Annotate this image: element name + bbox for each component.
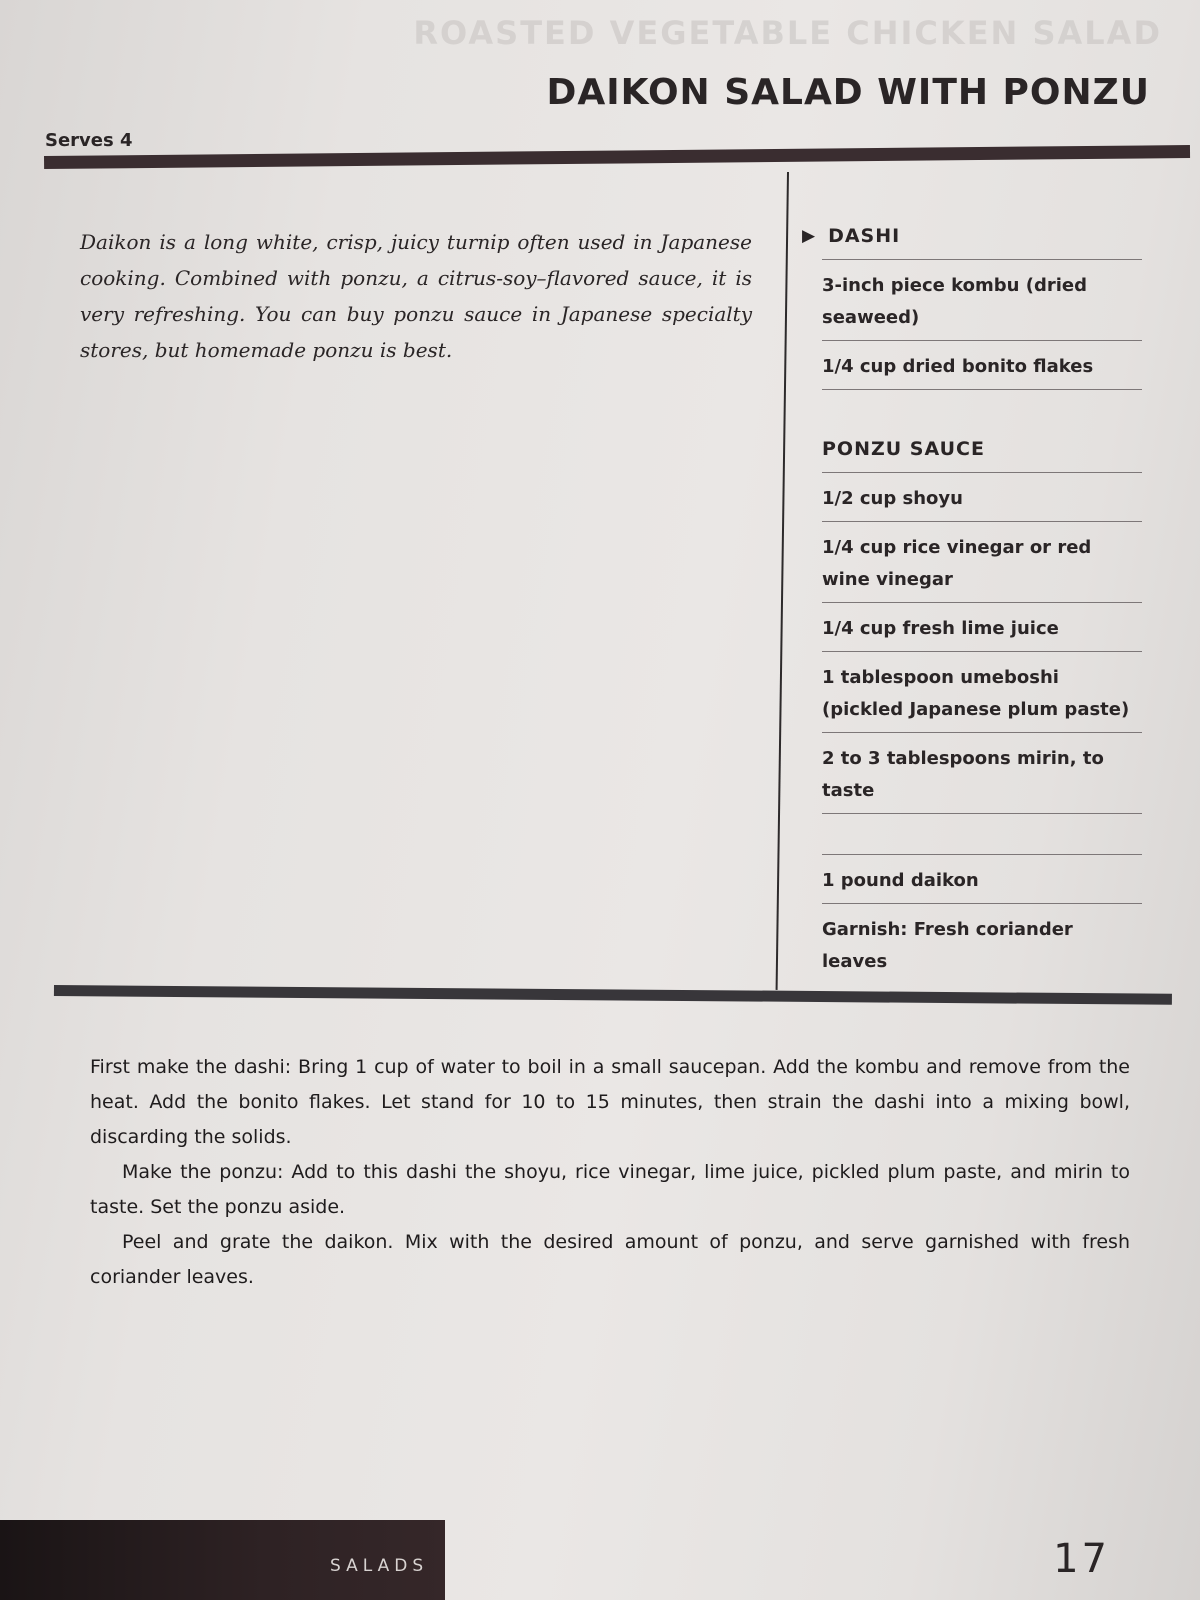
method-step: First make the dashi: Bring 1 cup of water to boil in a small saucepan. Add the kombu and remove from the heat. Add the bonito flakes. Let stand for 10 to 15 minutes, then strain the dashi into a mixing bowl, discarding the solids.	[90, 1056, 1130, 1148]
method-step: Make the ponzu: Add to this dashi the shoyu, rice vinegar, lime juice, pickled plum paste, and mirin to taste. Set the ponzu aside.	[90, 1161, 1130, 1218]
dashi-heading-label: DASHI	[828, 225, 901, 247]
column-divider	[776, 172, 789, 990]
ponzu-heading-label: PONZU SAUCE	[822, 438, 985, 460]
triangle-bullet-icon: ▶	[802, 226, 817, 246]
top-rule	[44, 145, 1190, 169]
ingredient-item: 1/2 cup shoyu	[822, 473, 1142, 522]
serves-label: Serves 4	[45, 130, 133, 151]
ingredient-item: 1 tablespoon umeboshi (pickled Japanese plum paste)	[822, 652, 1142, 733]
ingredient-item: 1/4 cup rice vinegar or red wine vinegar	[822, 522, 1142, 603]
page-number: 17	[1053, 1536, 1110, 1582]
garnish-line: Garnish: Fresh coriander leaves	[822, 919, 1073, 972]
dashi-heading	[802, 225, 1142, 247]
ingredient-item: 1 pound daikon	[822, 855, 1142, 904]
section-label: SALADS	[330, 1556, 429, 1576]
running-header-bleed: ROASTED VEGETABLE CHICKEN SALAD	[413, 14, 1162, 52]
method-step: Peel and grate the daikon. Mix with the desired amount of ponzu, and serve garnished with fresh coriander leaves.	[90, 1231, 1130, 1288]
recipe-title: DAIKON SALAD WITH PONZU	[546, 72, 1150, 113]
method-steps	[90, 1050, 1130, 1295]
ingredient-item: 2 to 3 tablespoons mirin, to taste	[822, 733, 1142, 814]
ingredient-list	[802, 225, 1142, 984]
divider	[822, 460, 1142, 473]
recipe-intro: Daikon is a long white, crisp, juicy turnip often used in Japanese cooking. Combined with ponzu, a citrus-soy–flavored sauce, it is very refreshing. You can buy ponzu sauce in Japanese specialty stores, but homemade ponzu is best.	[80, 230, 752, 362]
ponzu-heading	[822, 438, 1142, 460]
ingredient-item: 1/4 cup fresh lime juice	[822, 603, 1142, 652]
blank-line	[822, 814, 1142, 855]
spacer	[822, 390, 1142, 438]
bottom-rule	[54, 985, 1172, 1005]
ingredient-item: 3-inch piece kombu (dried seaweed)	[822, 260, 1142, 341]
ingredient-item: 1/4 cup dried bonito flakes	[822, 341, 1142, 390]
divider	[822, 247, 1142, 260]
